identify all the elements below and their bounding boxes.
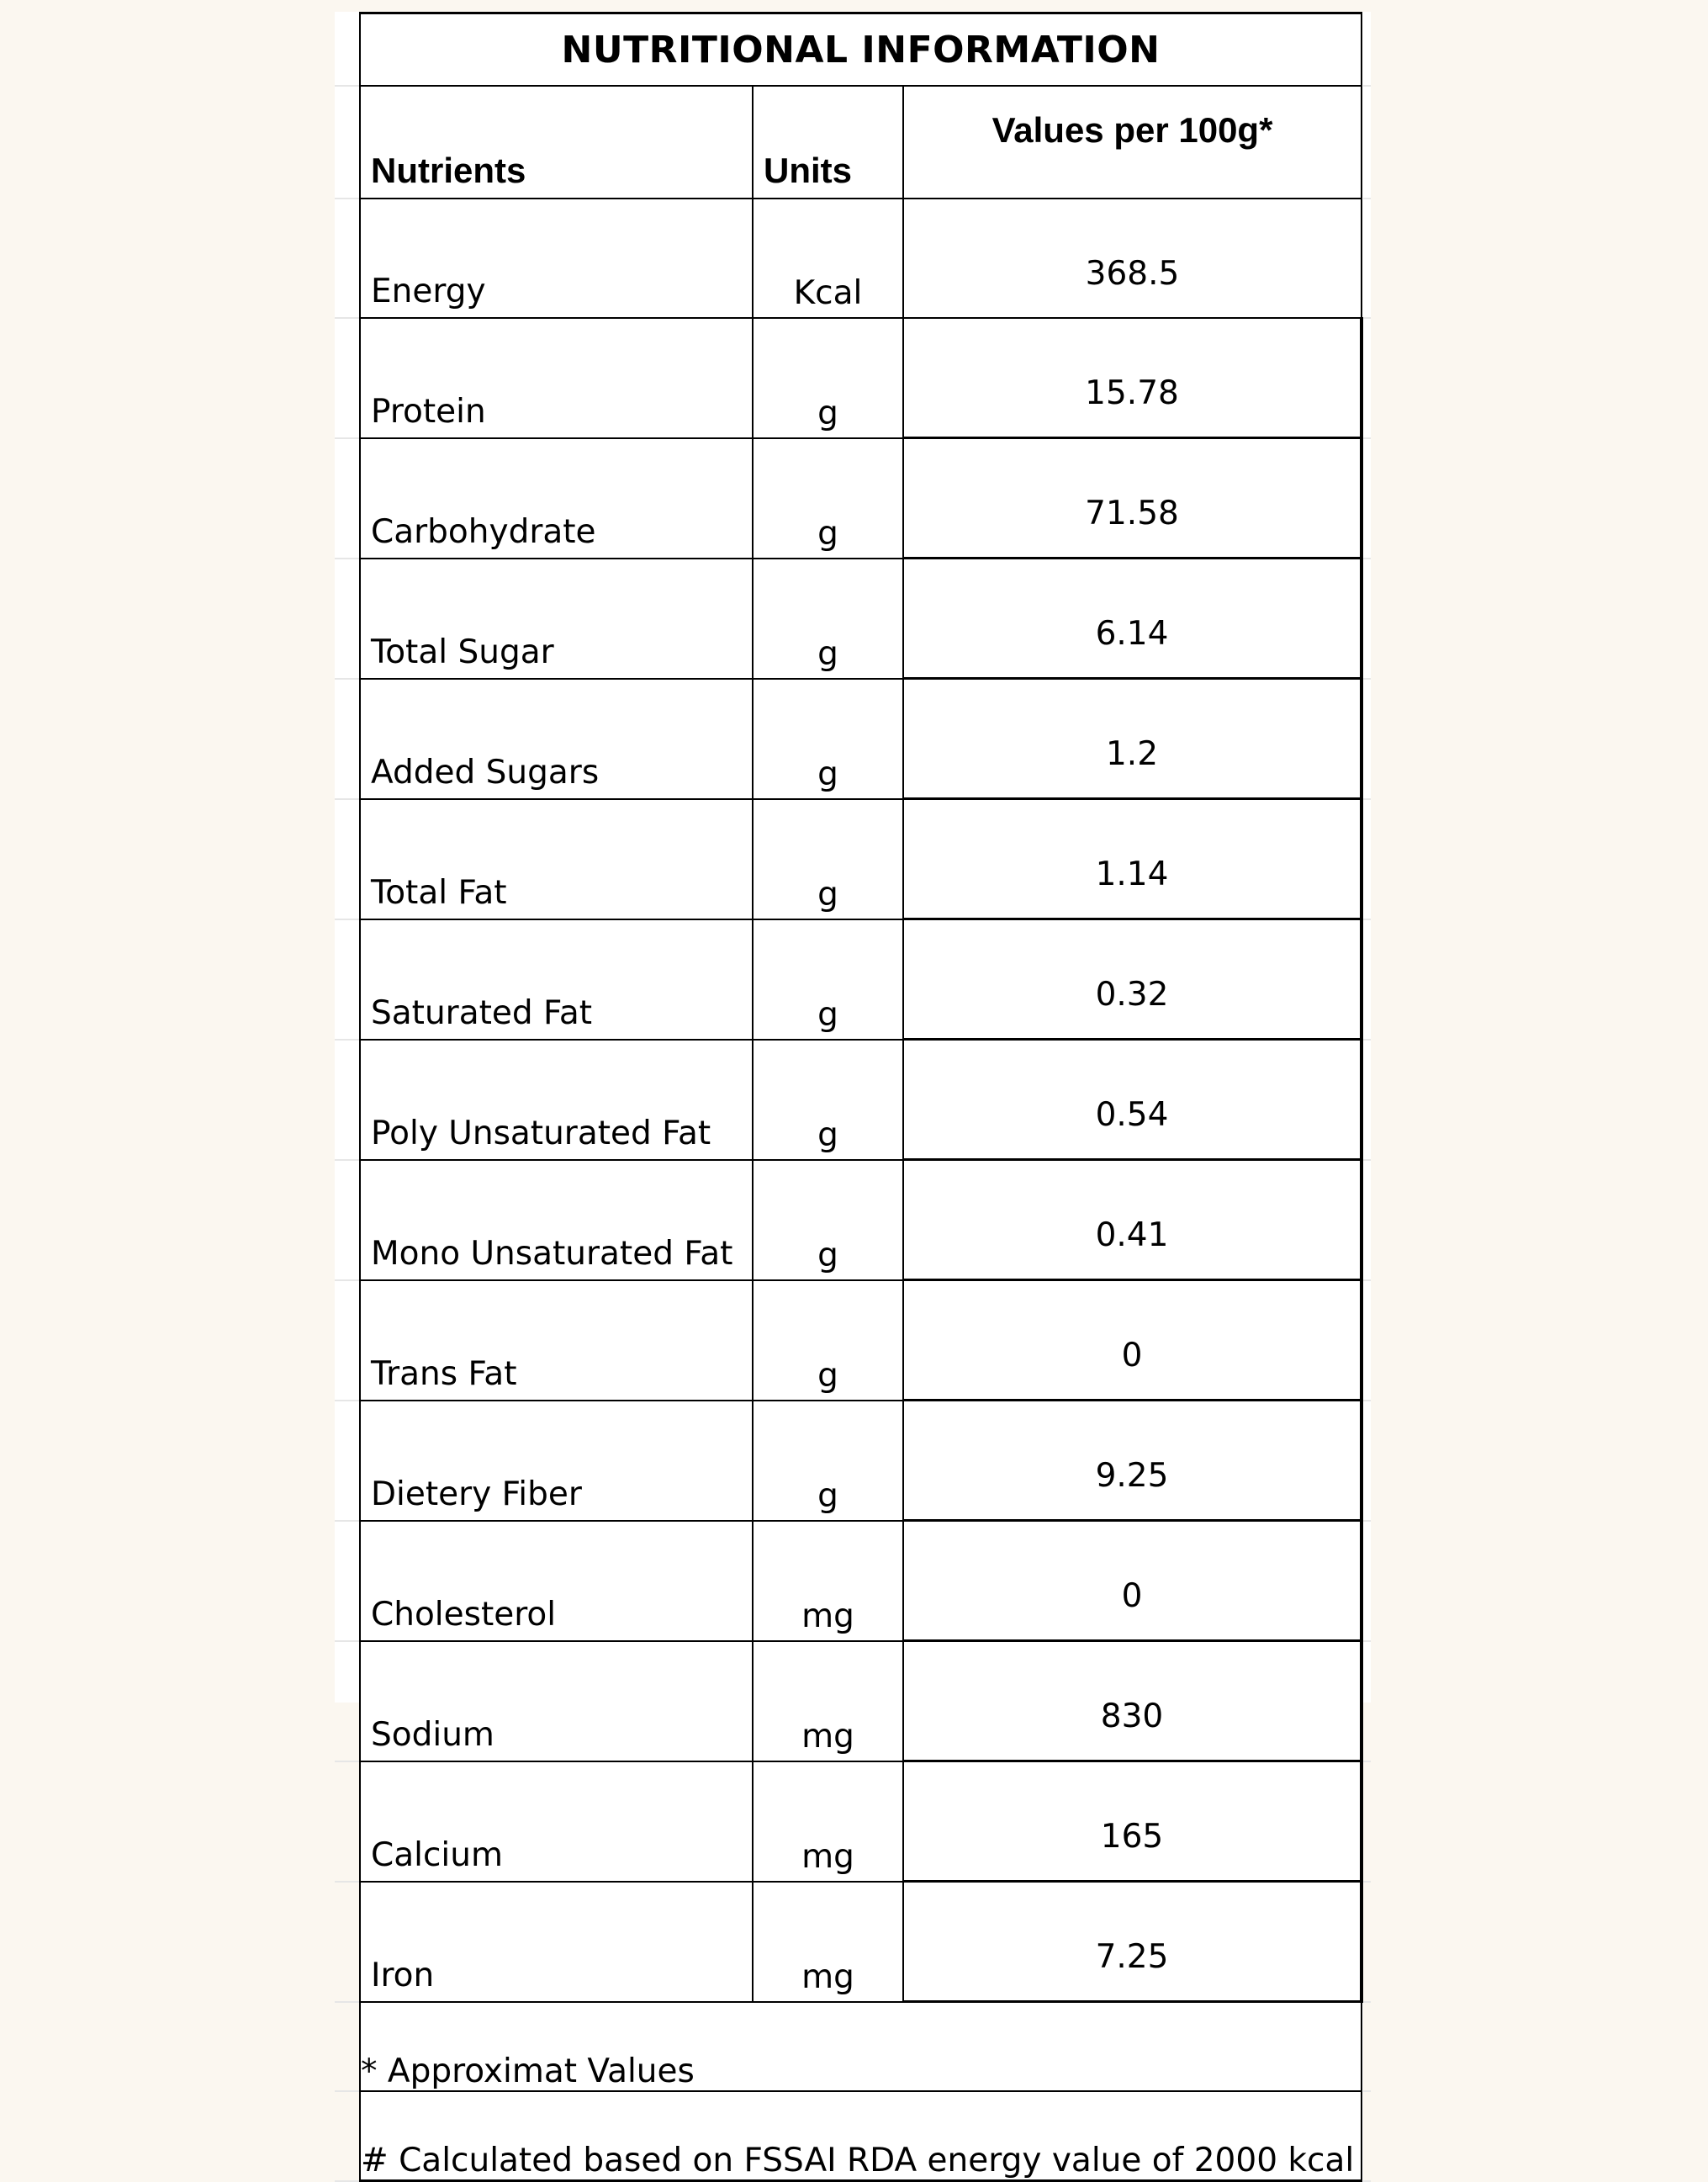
table-row [360,1641,1362,1761]
header-units: Units [753,86,903,199]
nutrient-unit: mg [753,1521,903,1641]
nutrient-unit: mg [753,1641,903,1761]
table-row [360,1521,1362,1641]
nutrient-name: Added Sugars [360,679,753,799]
header-row [360,86,1362,199]
nutrient-name: Dietery Fiber [360,1401,753,1521]
footnote-approx: * Approximat Values [360,2002,1362,2092]
nutrient-unit: mg [753,1882,903,2002]
nutrient-name: Trans Fat [360,1280,753,1401]
nutrient-unit: Kcal [753,199,903,318]
nutrient-name: Iron [360,1882,753,2002]
table-row [360,199,1362,318]
table-row [360,799,1362,919]
header-nutrients: Nutrients [360,86,753,199]
nutrient-unit: mg [753,1761,903,1882]
nutrient-unit: g [753,1160,903,1280]
nutrient-unit: g [753,318,903,438]
nutrient-value: 0.54 [903,1040,1362,1160]
nutrient-name: Energy [360,199,753,318]
nutrient-value: 15.78 [903,318,1362,438]
table-row [360,559,1362,679]
nutrient-value: 830 [903,1641,1362,1761]
table-row [360,1280,1362,1401]
nutrient-value: 7.25 [903,1882,1362,2002]
nutrient-value: 6.14 [903,559,1362,679]
nutrient-name: Carbohydrate [360,438,753,559]
nutrient-unit: g [753,438,903,559]
nutrient-name: Sodium [360,1641,753,1761]
nutrient-value: 9.25 [903,1401,1362,1521]
table-row [360,1040,1362,1160]
nutrient-name: Mono Unsaturated Fat [360,1160,753,1280]
nutrient-name: Saturated Fat [360,919,753,1040]
nutrient-value: 0 [903,1521,1362,1641]
table-row [360,1761,1362,1882]
nutrient-name: Cholesterol [360,1521,753,1641]
nutrient-value: 71.58 [903,438,1362,559]
nutrient-name: Total Fat [360,799,753,919]
header-values: Values per 100g* [903,86,1362,199]
nutrient-name: Poly Unsaturated Fat [360,1040,753,1160]
nutrient-value: 0.41 [903,1160,1362,1280]
table-row [360,679,1362,799]
nutrient-value: 368.5 [903,199,1362,318]
nutrient-value: 1.2 [903,679,1362,799]
nutrient-unit: g [753,559,903,679]
table-row [360,438,1362,559]
nutrient-unit: g [753,919,903,1040]
nutrient-unit: g [753,799,903,919]
nutrient-value: 0.32 [903,919,1362,1040]
table-row [360,919,1362,1040]
nutrient-value: 1.14 [903,799,1362,919]
table-row [360,1882,1362,2002]
table-row [360,318,1362,438]
footnote-row [360,2002,1362,2092]
footnote-calc: # Calculated based on FSSAI RDA energy value of 2000 kcal [360,2091,1362,2181]
nutrient-name: Total Sugar [360,559,753,679]
table-title: NUTRITIONAL INFORMATION [360,13,1362,87]
title-row [360,13,1362,87]
nutrient-value: 0 [903,1280,1362,1401]
nutrient-unit: g [753,1401,903,1521]
nutrient-unit: g [753,679,903,799]
table-row [360,1401,1362,1521]
footnote-row [360,2091,1362,2181]
nutrient-unit: g [753,1040,903,1160]
table-row [360,1160,1362,1280]
nutrient-value: 165 [903,1761,1362,1882]
nutrient-name: Protein [360,318,753,438]
nutrient-name: Calcium [360,1761,753,1882]
nutrition-table [359,12,1363,2182]
nutrient-unit: g [753,1280,903,1401]
